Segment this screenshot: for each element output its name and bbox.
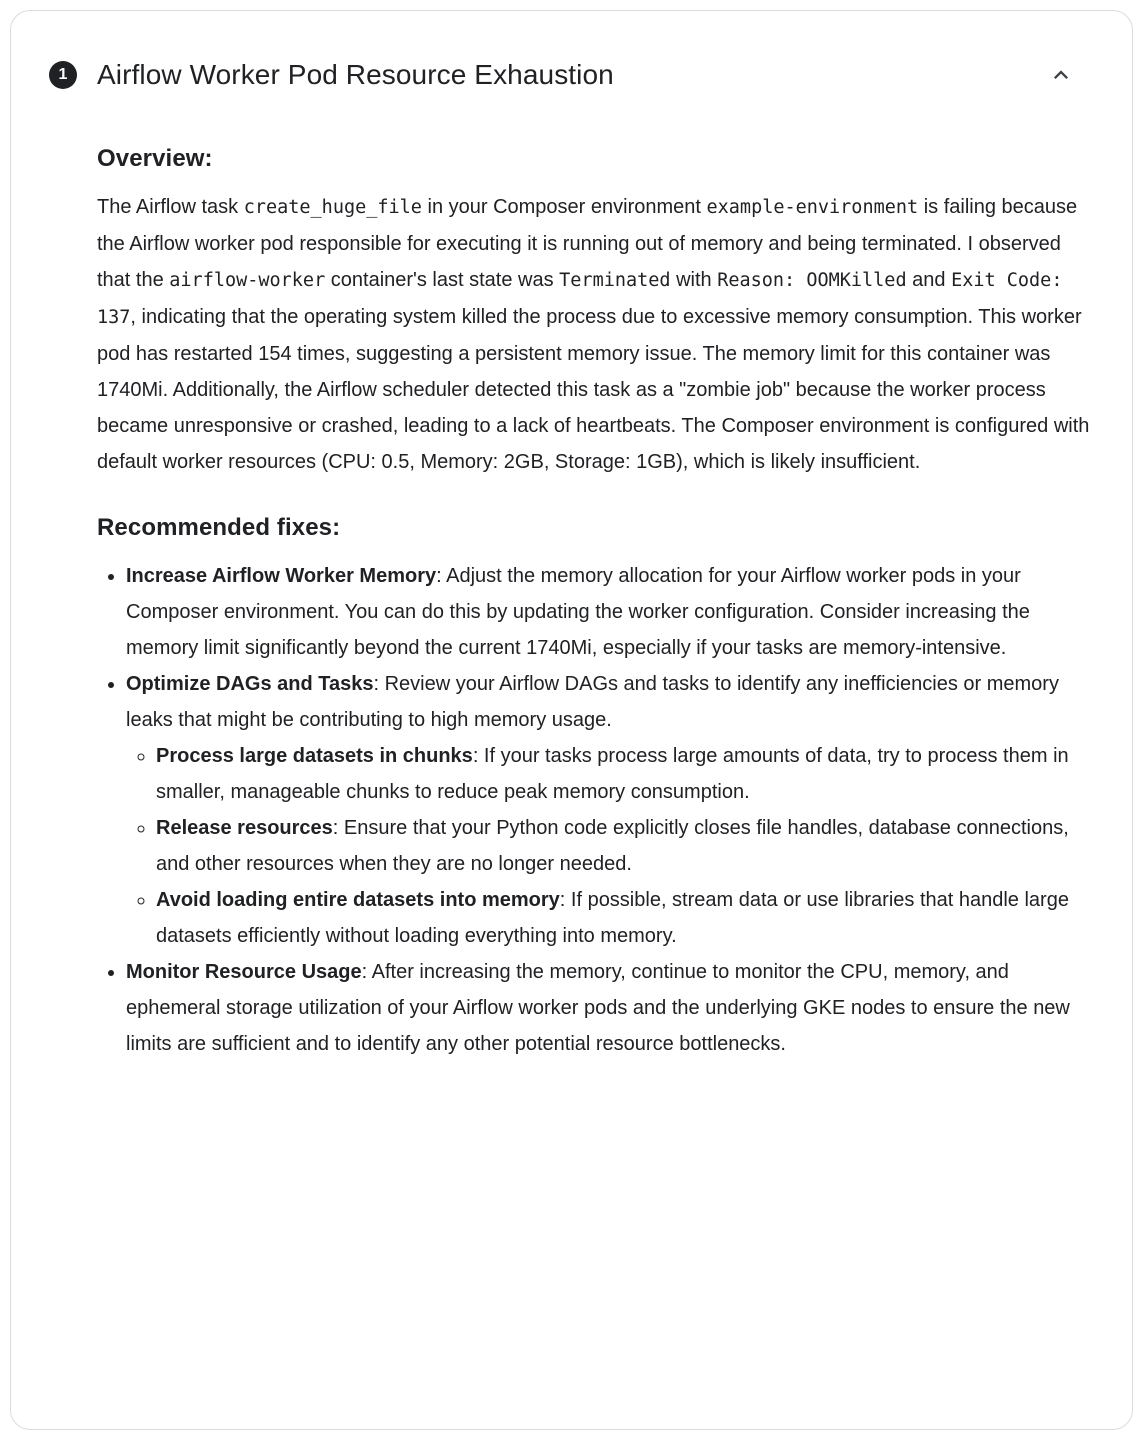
fix-item-text: : If possible, stream data or use libraries that handle large datasets efficiently without loading everything into memory. [156, 889, 1069, 947]
fix-item-text: : Review your Airflow DAGs and tasks to identify any inefficiencies or memory leaks that might be contributing to high memory usage. [126, 673, 1059, 731]
inline-code: Exit Code: 137 [97, 270, 1063, 328]
paragraph-text: with [670, 269, 718, 291]
fix-item [126, 666, 1092, 954]
finding-number-badge: 1 [49, 61, 77, 89]
fix-item-title: Monitor Resource Usage [126, 961, 362, 983]
paragraph-text: container's last state was [325, 269, 560, 291]
fix-item-title: Process large datasets in chunks [156, 745, 473, 767]
inline-code: Terminated [559, 270, 671, 291]
paragraph-text: and [906, 269, 952, 291]
fix-item-text: : Adjust the memory allocation for your Airflow worker pods in your Composer environment. You can do this by updating the worker configuration. Consider increasing the memory limit significantly beyond the current 1740Mi, especially if your tasks are memory-intensive. [126, 565, 1030, 659]
overview-paragraph [97, 189, 1092, 480]
paragraph-text: is failing because the Airflow worker pod responsible for executing it is running out of memory and being terminated. I observed that the [97, 196, 1078, 291]
inline-code: airflow-worker [169, 270, 326, 291]
sub-fix-item [156, 738, 1092, 810]
fix-item-text: : If your tasks process large amounts of data, try to process them in smaller, manageable chunks to reduce peak memory consumption. [156, 745, 1069, 803]
inline-code: create_huge_file [243, 197, 422, 218]
paragraph-text: The Airflow task [97, 196, 244, 218]
finding-content [97, 145, 1092, 1062]
collapse-button[interactable] [1046, 60, 1076, 90]
sub-fix-item [156, 810, 1092, 882]
sub-fixes-list [126, 738, 1092, 954]
chevron-up-icon [1047, 61, 1075, 89]
paragraph-text: in your Composer environment [421, 196, 707, 218]
finding-card [10, 10, 1133, 1430]
sub-fix-item [156, 882, 1092, 954]
fix-item-title: Release resources [156, 817, 333, 839]
finding-header[interactable] [49, 59, 1092, 91]
fixes-list [97, 558, 1092, 1062]
inline-code: example-environment [706, 197, 919, 218]
fix-item-title: Avoid loading entire datasets into memory [156, 889, 560, 911]
fix-item-title: Increase Airflow Worker Memory [126, 565, 437, 587]
inline-code: Reason: OOMKilled [717, 270, 907, 291]
fix-item-title: Optimize DAGs and Tasks [126, 673, 374, 695]
fixes-heading: Recommended fixes: [97, 514, 341, 541]
fix-item-text: : Ensure that your Python code explicitly closes file handles, database connections, and other resources when they are no longer needed. [156, 817, 1069, 875]
fix-item-text: : After increasing the memory, continue to monitor the CPU, memory, and ephemeral storage utilization of your Airflow worker pods and the underlying GKE nodes to ensure the new limits are sufficient and to identify any other potential resource bottlenecks. [126, 961, 1070, 1055]
fix-item [126, 558, 1092, 666]
overview-heading: Overview: [97, 145, 213, 172]
finding-title: Airflow Worker Pod Resource Exhaustion [97, 59, 614, 90]
fix-item [126, 954, 1092, 1062]
paragraph-text: , indicating that the operating system killed the process due to excessive memory consumption. This worker pod has restarted 154 times, suggesting a persistent memory issue. The memory limit for this container was 1740Mi. Additionally, the Airflow scheduler detected this task as a "zombie job" because the worker process became unresponsive or crashed, leading to a lack of heartbeats. The Composer environment is configured with default worker resources (CPU: 0.5, Memory: 2GB, Storage: 1GB), which is likely insufficient. [97, 306, 1090, 473]
